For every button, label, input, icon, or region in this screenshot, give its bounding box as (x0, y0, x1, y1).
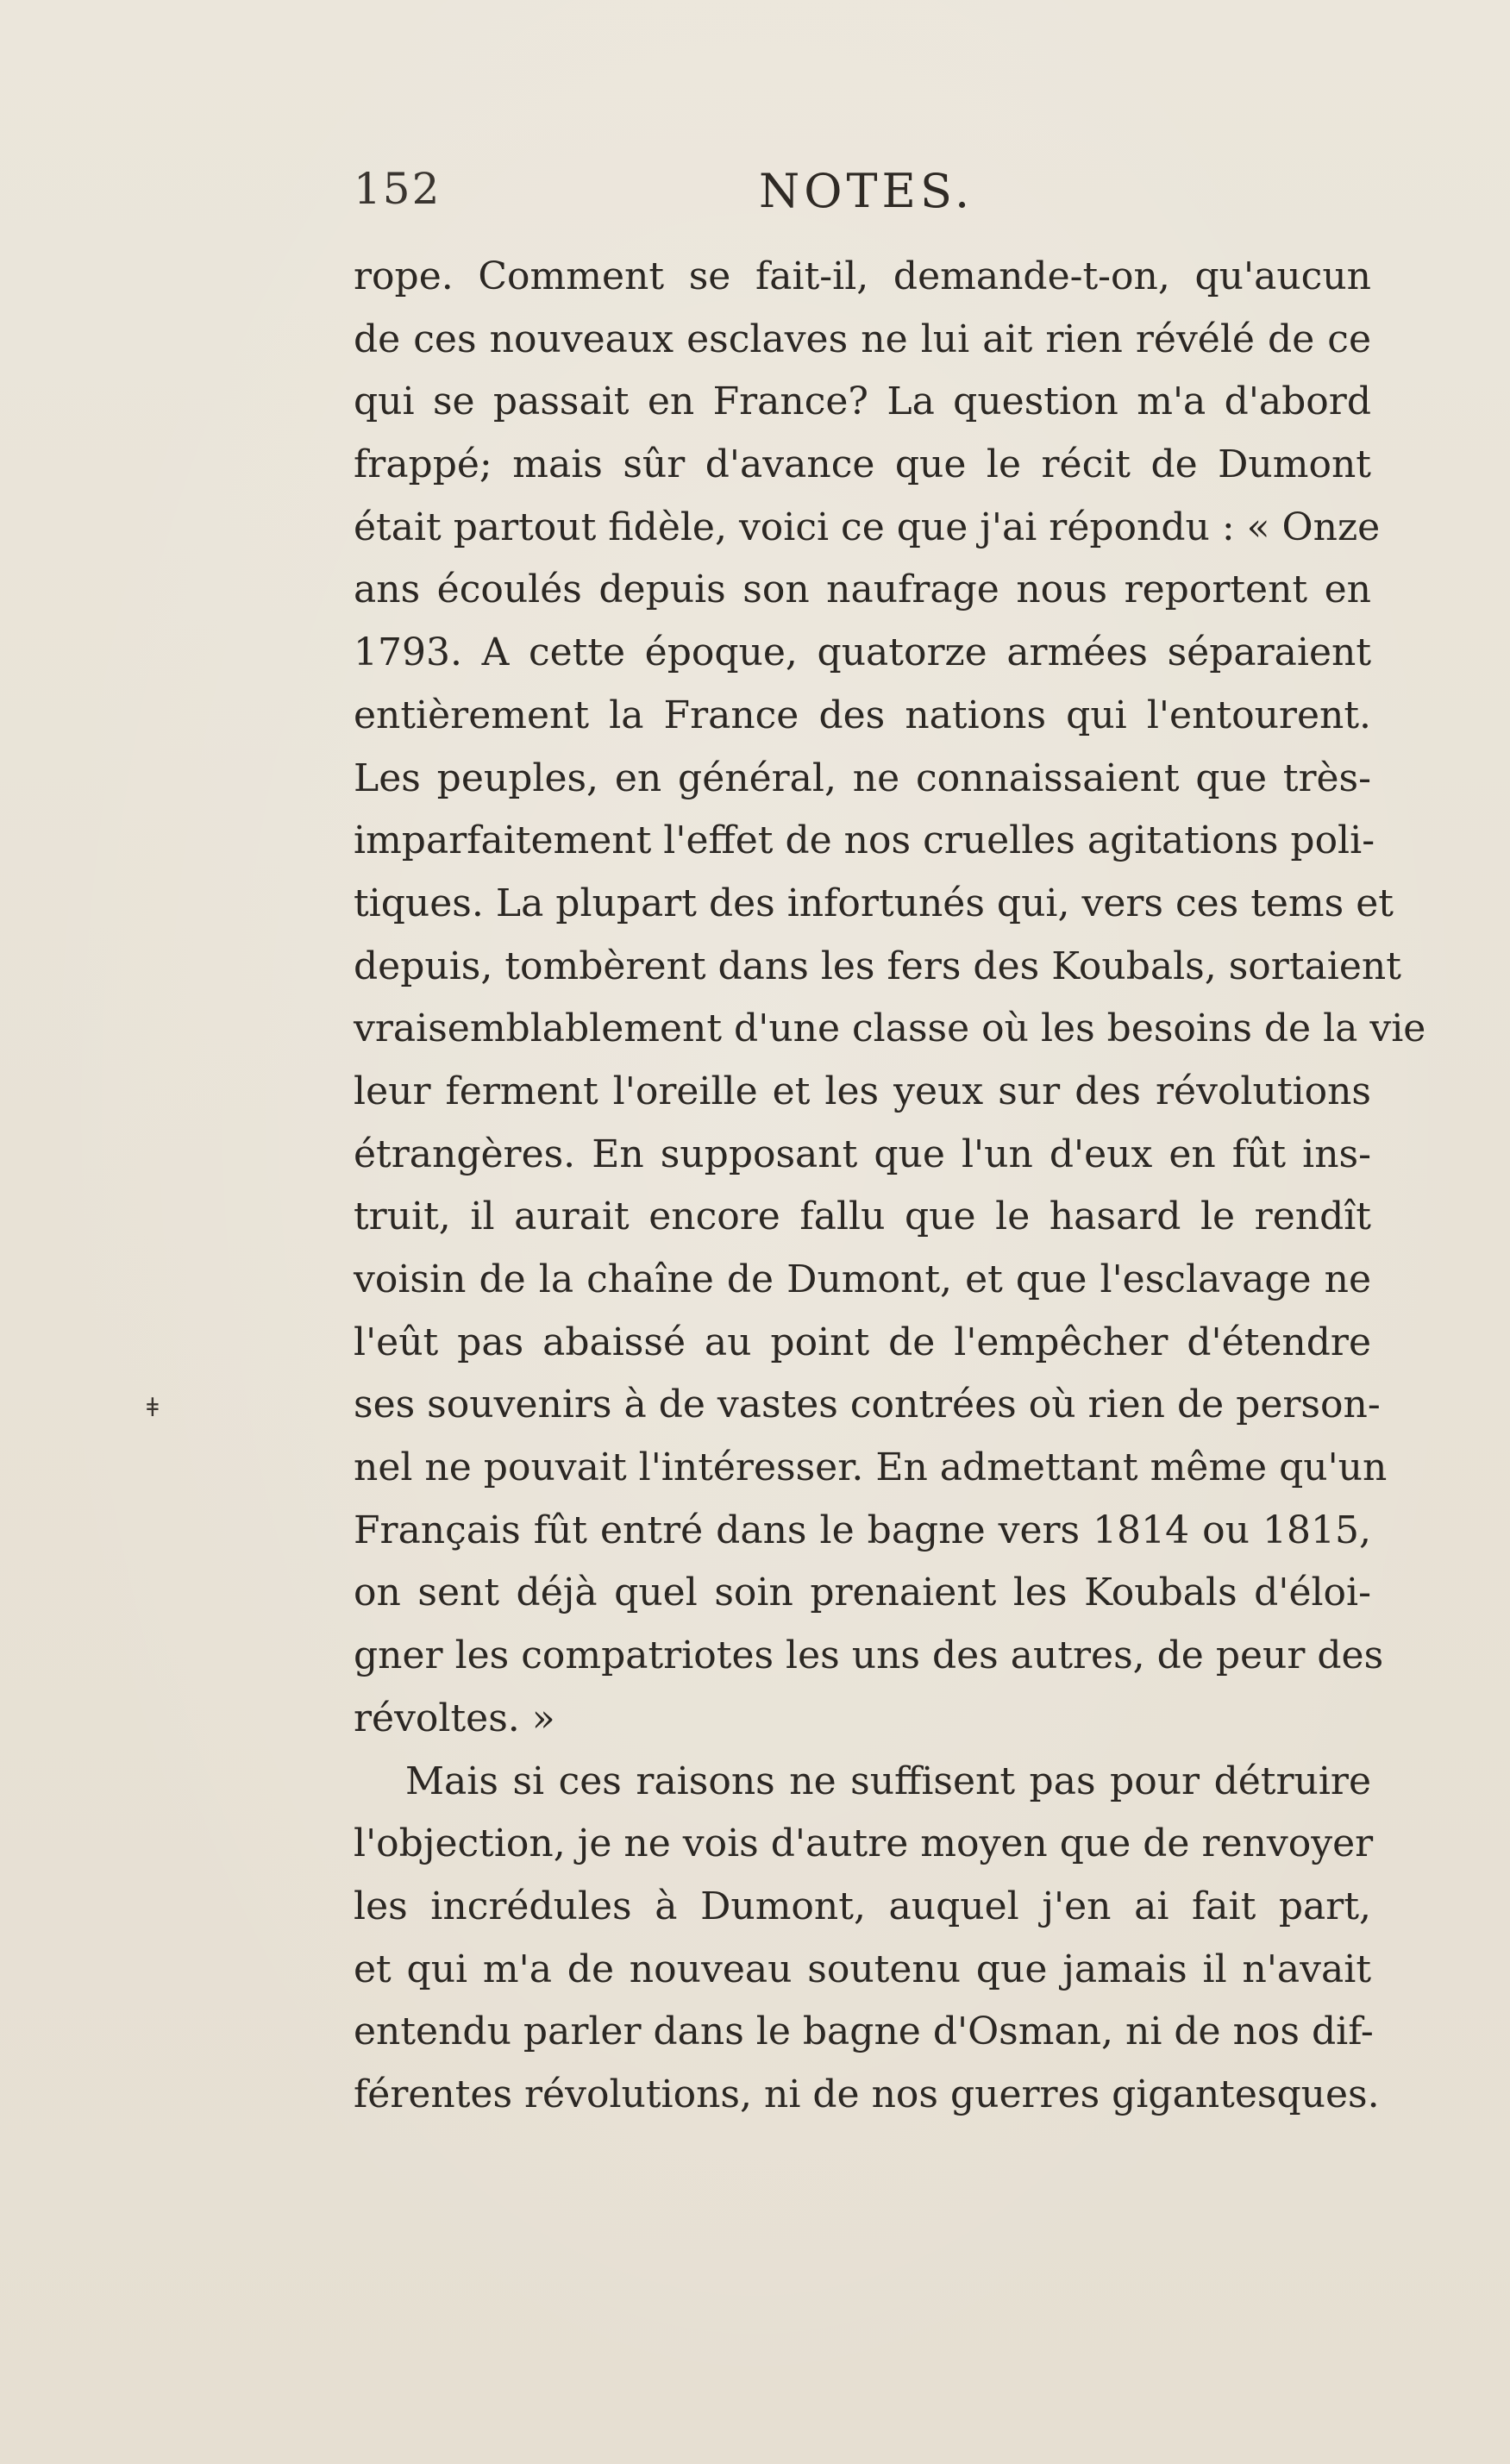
text-line: l'eût pas abaissé au point de l'empêcher d'étendre (354, 1320, 1371, 1364)
text-line: l'objection, je ne vois d'autre moyen que de renvoyer (354, 1821, 1374, 1866)
margin-mark: ǂ (147, 1393, 159, 1423)
text-line: nel ne pouvait l'intéresser. En admettant même qu'un (354, 1445, 1388, 1490)
text-line: leur ferment l'oreille et les yeux sur des révolutions (354, 1069, 1371, 1113)
text-line: frappé; mais sûr d'avance que le récit de Dumont (354, 442, 1371, 487)
text-line: de ces nouveaux esclaves ne lui ait rien révélé de ce (354, 317, 1371, 361)
page-header (354, 164, 1375, 224)
running-head: NOTES. (759, 164, 974, 218)
text-line: 1793. A cette époque, quatorze armées séparaient (354, 630, 1371, 675)
text-line: imparfaitement l'effet de nos cruelles agitations poli- (354, 818, 1375, 863)
body-text (354, 246, 1426, 2127)
text-line: depuis, tombèrent dans les fers des Koubals, sortaient (354, 944, 1401, 988)
text-line: entièrement la France des nations qui l'entourent. (354, 693, 1371, 737)
text-line: vraisemblablement d'une classe où les besoins de la vie (354, 1006, 1426, 1051)
page-number: 152 (354, 164, 442, 214)
text-line: ans écoulés depuis son naufrage nous reportent en (354, 567, 1371, 612)
text-line: étrangères. En supposant que l'un d'eux en fût ins- (354, 1132, 1371, 1176)
text-line: rope. Comment se fait-il, demande-t-on, qu'aucun (354, 254, 1371, 298)
text-line: révoltes. » (354, 1696, 555, 1740)
text-line: truit, il aurait encore fallu que le hasard le rendît (354, 1194, 1371, 1239)
text-line: voisin de la chaîne de Dumont, et que l'esclavage ne (354, 1257, 1371, 1301)
text-line: férentes révolutions, ni de nos guerres gigantesques. (354, 2072, 1380, 2116)
text-line: gner les compatriotes les uns des autres, de peur des (354, 1633, 1384, 1678)
text-line: ses souvenirs à de vastes contrées où rien de person- (354, 1382, 1381, 1427)
text-line: tiques. La plupart des infortunés qui, vers ces tems et (354, 881, 1394, 925)
text-line: entendu parler dans le bagne d'Osman, ni de nos dif- (354, 2009, 1374, 2054)
text-line: Mais si ces raisons ne suffisent pas pour détruire (405, 1759, 1371, 1803)
text-line: qui se passait en France? La question m'a d'abord (354, 379, 1371, 424)
text-line: Les peuples, en général, ne connaissaient que très- (354, 756, 1371, 800)
text-line: on sent déjà quel soin prenaient les Koubals d'éloi- (354, 1571, 1371, 1615)
text-line: Français fût entré dans le bagne vers 1814 ou 1815, (354, 1508, 1371, 1552)
text-line: et qui m'a de nouveau soutenu que jamais il n'avait (354, 1947, 1371, 1991)
text-line: les incrédules à Dumont, auquel j'en ai fait part, (354, 1884, 1371, 1928)
text-line: était partout fidèle, voici ce que j'ai répondu : « Onze (354, 505, 1381, 549)
